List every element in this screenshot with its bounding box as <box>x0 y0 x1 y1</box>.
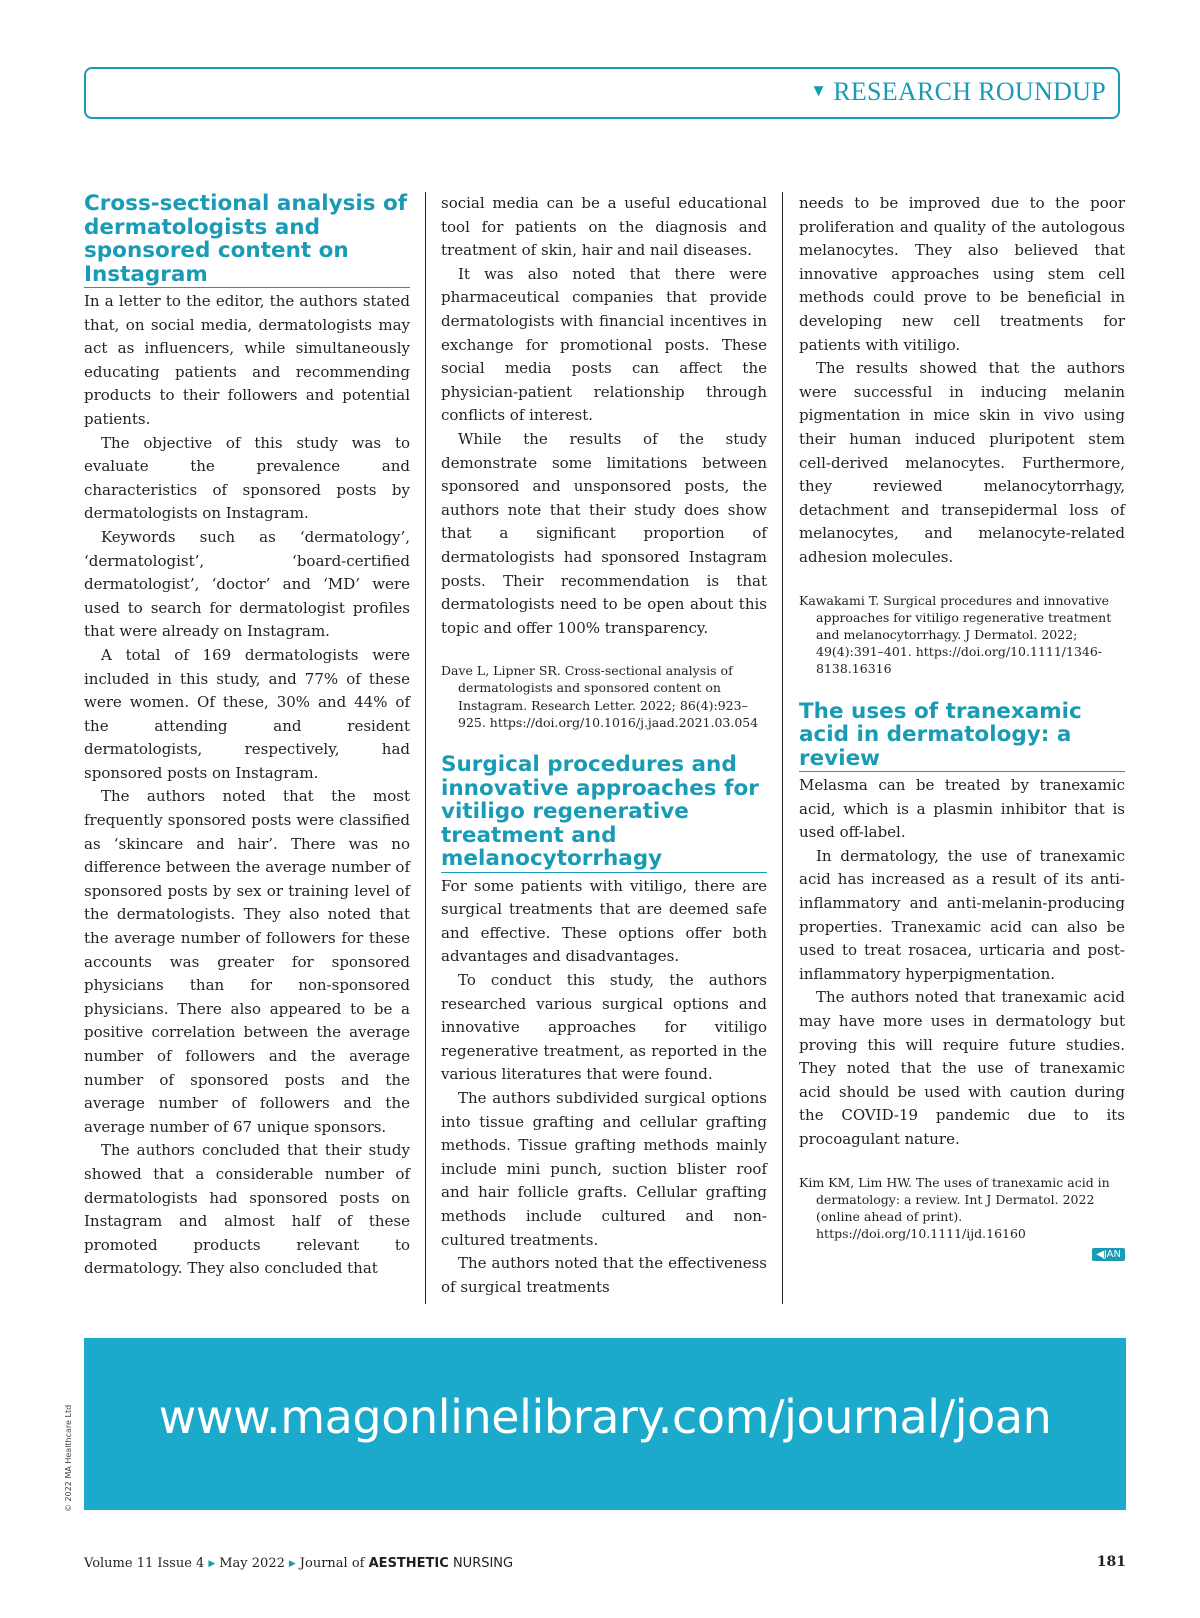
page-footer <box>84 1556 513 1571</box>
triangle-down-icon: ▼ <box>810 81 828 100</box>
paragraph: A total of 169 dermatologists were included in this study, and 77% of these were women. Of these, 30% and 44% of the attending and resident dermatologists, respectively, had sponsored posts on Instagram. <box>84 645 410 782</box>
footer-date: May 2022 <box>219 1556 285 1571</box>
paragraph: The authors concluded that their study showed that a considerable number of dermatologists had sponsored posts on Instagram and almost half of these promoted products relevant to dermatology. They also concluded that <box>84 1141 410 1278</box>
paragraph: It was also noted that there were pharmaceutical companies that provide dermatologists with financial incentives in exchange for promotional posts. These social media posts can affect the physician-patient relationship through conflicts of interest. <box>441 264 767 425</box>
footer-journal-suffix: NURSING <box>452 1556 514 1571</box>
section-tag <box>810 77 1106 107</box>
footer-journal-bold: AESTHETIC <box>368 1556 449 1571</box>
section-label: RESEARCH ROUNDUP <box>833 77 1106 106</box>
article-title: The uses of tranexamic acid in dermatology: a review <box>799 700 1125 773</box>
journal-badge <box>1092 1248 1125 1261</box>
paragraph: While the results of the study demonstrate some limitations between sponsored and unsponsored posts, the authors note that their study does show that a significant proportion of dermatologists had sponsored Instagram posts. Their recommendation is that dermatologists need to be open about this topic and offer 100% transparency. <box>441 429 767 637</box>
copyright-notice: © 2022 MA Healthcare Ltd <box>64 1404 73 1512</box>
journal-badge-label: JAN <box>1103 1249 1121 1261</box>
reference: Dave L, Lipner SR. Cross-sectional analysis of dermatologists and sponsored content on Instagram. Research Letter. 2022; 86(4):923–925. https://doi.org/10.1016/j.jaad.2021.03.054 <box>441 663 759 730</box>
back-arrow-icon: ◀ <box>1096 1249 1104 1261</box>
paragraph: The authors noted that tranexamic acid may have more uses in dermatology but proving this will require future studies. They noted that the use of tranexamic acid should be used with caution during the COVID-19 pandemic due to its procoagulant nature. <box>799 988 1125 1148</box>
reference: Kawakami T. Surgical procedures and innovative approaches for vitiligo regenerative treatment and melanocytorrhagy. J Dermatol. 2022; 49(4):391–401. https://doi.org/10.1111/1346-8138.16316 <box>799 592 1112 677</box>
paragraph: social media can be a useful educational tool for patients on the diagnosis and treatment of skin, hair and nail diseases. <box>441 194 767 260</box>
footer-journal-prefix: Journal of <box>299 1556 365 1571</box>
paragraph: needs to be improved due to the poor proliferation and quality of the autologous melanocytes. They also believed that innovative approaches using stem cell methods could prove to be beneficial in developing new cell treatments for patients with vitiligo. <box>799 194 1125 354</box>
column-1 <box>84 192 410 1281</box>
article-title: Cross-sectional analysis of dermatologists and sponsored content on Instagram <box>84 192 410 288</box>
promo-banner <box>84 1338 1126 1510</box>
triangle-right-icon: ▶ <box>208 1559 216 1569</box>
column-rule-1 <box>425 192 426 1304</box>
column-rule-2 <box>782 192 783 1304</box>
triangle-right-icon: ▶ <box>288 1559 296 1569</box>
paragraph: To conduct this study, the authors researched various surgical options and innovative approaches for vitiligo regenerative treatment, as reported in the various literatures that were found. <box>441 970 767 1084</box>
paragraph: In dermatology, the use of tranexamic acid has increased as a result of its anti-inflammatory and anti-melanin-producing properties. Tranexamic acid can also be used to treat rosacea, urticaria and post-inflammatory hyperpigmentation. <box>799 846 1125 983</box>
paragraph: The authors subdivided surgical options into tissue grafting and cellular grafting methods. Tissue grafting methods mainly include mini punch, suction blister roof and hair follicle grafts. Cellular grafting methods include cultured and non-cultured treatments. <box>441 1088 767 1249</box>
paragraph: The objective of this study was to evaluate the prevalence and characteristics of sponsored posts by dermatologists on Instagram. <box>84 433 410 523</box>
page-number: 181 <box>1096 1554 1126 1570</box>
reference: Kim KM, Lim HW. The uses of tranexamic acid in dermatology: a review. Int J Dermatol. 2022 (online ahead of print). https://doi.org/10.1111/ijd.16160 <box>799 1174 1110 1242</box>
article-title: Surgical procedures and innovative approaches for vitiligo regenerative treatment and melanocytorrhagy <box>441 753 767 873</box>
paragraph: In a letter to the editor, the authors stated that, on social media, dermatologists may act as influencers, while simultaneously educating patients and recommending products to their followers and potential patients. <box>84 292 410 428</box>
column-3 <box>799 192 1125 1264</box>
paragraph: The results showed that the authors were successful in inducing melanin pigmentation in mice skin in vivo using their human induced pluripotent stem cell-derived melanocytes. Furthermore, they reviewed melanocytorrhagy, detachment and transepidermal loss of melanocytes, and melanocyte-related adhesion molecules. <box>799 359 1125 566</box>
paragraph: For some patients with vitiligo, there are surgical treatments that are deemed safe and effective. These options offer both advantages and disadvantages. <box>441 876 767 966</box>
column-2 <box>441 192 767 1299</box>
paragraph: Melasma can be treated by tranexamic acid, which is a plasmin inhibitor that is used off-label. <box>799 776 1125 842</box>
footer-volume: Volume 11 Issue 4 <box>84 1556 205 1571</box>
paragraph: Keywords such as ‘dermatology’, ‘dermatologist’, ‘board-certified dermatologist’, ‘doctor’ and ‘MD’ were used to search for dermatologist profiles that were already on Instagram. <box>84 527 410 641</box>
banner-url[interactable]: www.magonlinelibrary.com/journal/joan <box>158 1390 1052 1444</box>
paragraph: The authors noted that the most frequently sponsored posts were classified as ‘skincare and hair’. There was no difference between the average number of sponsored posts by sex or training level of the dermatologists. They also noted that the average number of followers for these accounts was greater for sponsored physicians than for non-sponsored physicians. There also appeared to be a positive correlation between the average number of followers and the average number of sponsored posts and the average number of followers and the average number of 67 unique sponsors. <box>84 787 410 1136</box>
header-box <box>84 67 1120 119</box>
paragraph: The authors noted that the effectiveness of surgical treatments <box>441 1254 767 1296</box>
